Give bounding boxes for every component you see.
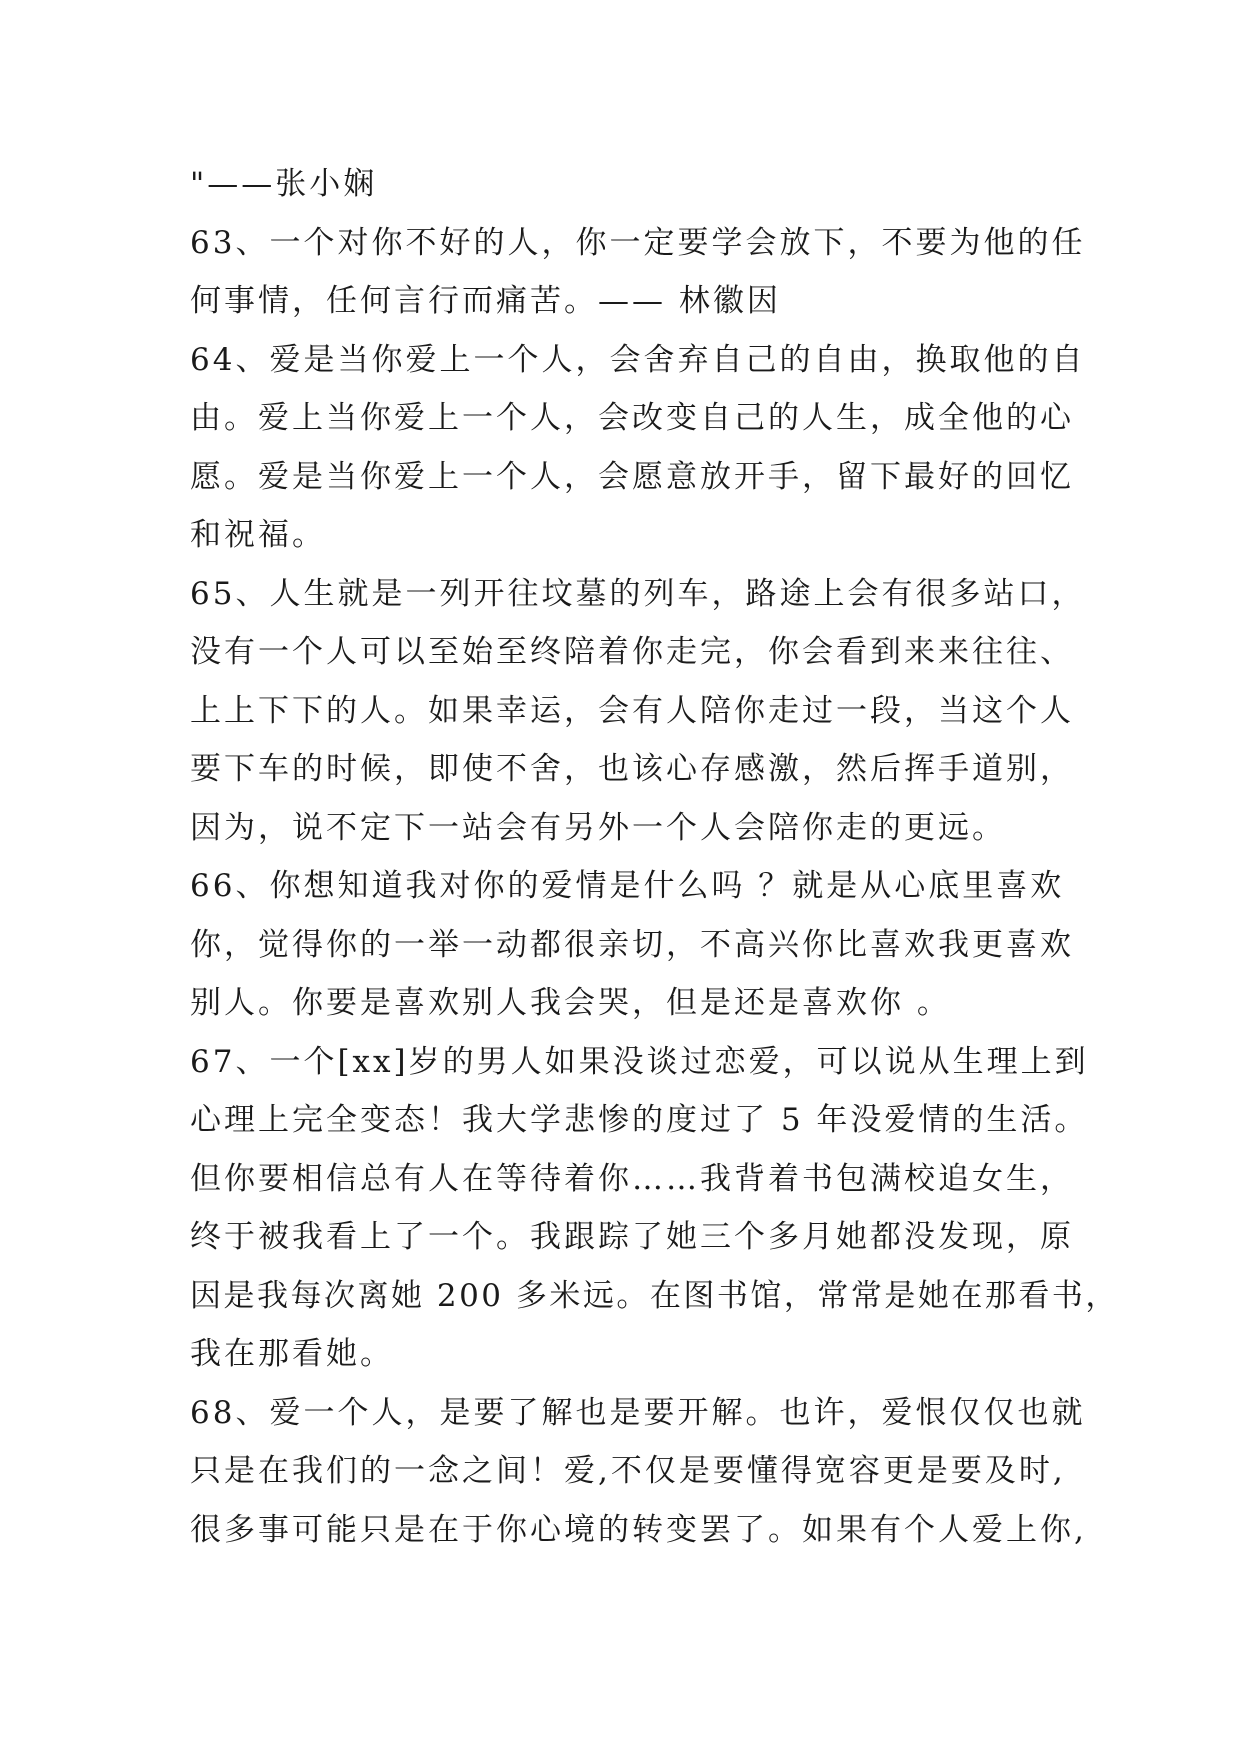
text-line: 66、你想知道我对你的爱情是什么吗 ？就是从心底里喜欢 bbox=[190, 868, 1065, 904]
text-line: 64、爱是当你爱上一个人，会舍弃自己的自由，换取他的自 bbox=[190, 341, 1086, 378]
text-line: 心理上完全变态！我大学悲惨的度过了 5 年没爱情的生活。 bbox=[190, 1102, 1089, 1138]
text-line: 和祝福。 bbox=[190, 517, 326, 553]
text-line: "——张小娴 bbox=[190, 166, 378, 202]
text-line: 63、一个对你不好的人，你一定要学会放下，不要为他的任 bbox=[190, 224, 1086, 261]
text-line: 68、爱一个人，是要了解也是要开解。也许，爱恨仅仅也就 bbox=[190, 1394, 1086, 1431]
text-line: 何事情，任何言行而痛苦。—— 林徽因 bbox=[190, 283, 781, 319]
text-line: 但你要相信总有人在等待着你……我背着书包满校追女生， bbox=[190, 1160, 1074, 1197]
text-line: 因是我每次离她 200 多米远。在图书馆，常常是她在那看书， bbox=[190, 1277, 1119, 1314]
text-line: 要下车的时候，即使不舍，也该心存感激，然后挥手道别， bbox=[190, 751, 1074, 787]
text-line: 终于被我看上了一个。我跟踪了她三个多月她都没发现，原 bbox=[190, 1219, 1074, 1255]
text-line: 很多事可能只是在于你心境的转变罢了。如果有个人爱上你, bbox=[190, 1511, 1087, 1548]
text-line: 65、人生就是一列开往坟墓的列车，路途上会有很多站口， bbox=[190, 575, 1086, 612]
text-line: 上上下下的人。如果幸运，会有人陪你走过一段，当这个人 bbox=[190, 692, 1074, 729]
text-line: 由。爱上当你爱上一个人，会改变自己的人生，成全他的心 bbox=[190, 400, 1074, 436]
text-line: 愿。爱是当你爱上一个人，会愿意放开手，留下最好的回忆 bbox=[190, 458, 1074, 495]
document-body bbox=[190, 155, 1119, 1559]
text-line: 因为，说不定下一站会有另外一个人会陪你走的更远。 bbox=[190, 809, 1006, 846]
text-line: 我在那看她。 bbox=[190, 1336, 394, 1372]
text-line: 只是在我们的一念之间！爱,不仅是要懂得宽容更是要及时, bbox=[190, 1453, 1066, 1489]
text-line: 你，觉得你的一举一动都很亲切，不高兴你比喜欢我更喜欢 bbox=[190, 926, 1074, 963]
text-line: 67、一个[xx]岁的男人如果没谈过恋爱，可以说从生理上到 bbox=[190, 1043, 1089, 1080]
text-line: 没有一个人可以至始至终陪着你走完，你会看到来来往往、 bbox=[190, 634, 1074, 670]
text-line: 别人。你要是喜欢别人我会哭，但是还是喜欢你 。 bbox=[190, 985, 951, 1021]
